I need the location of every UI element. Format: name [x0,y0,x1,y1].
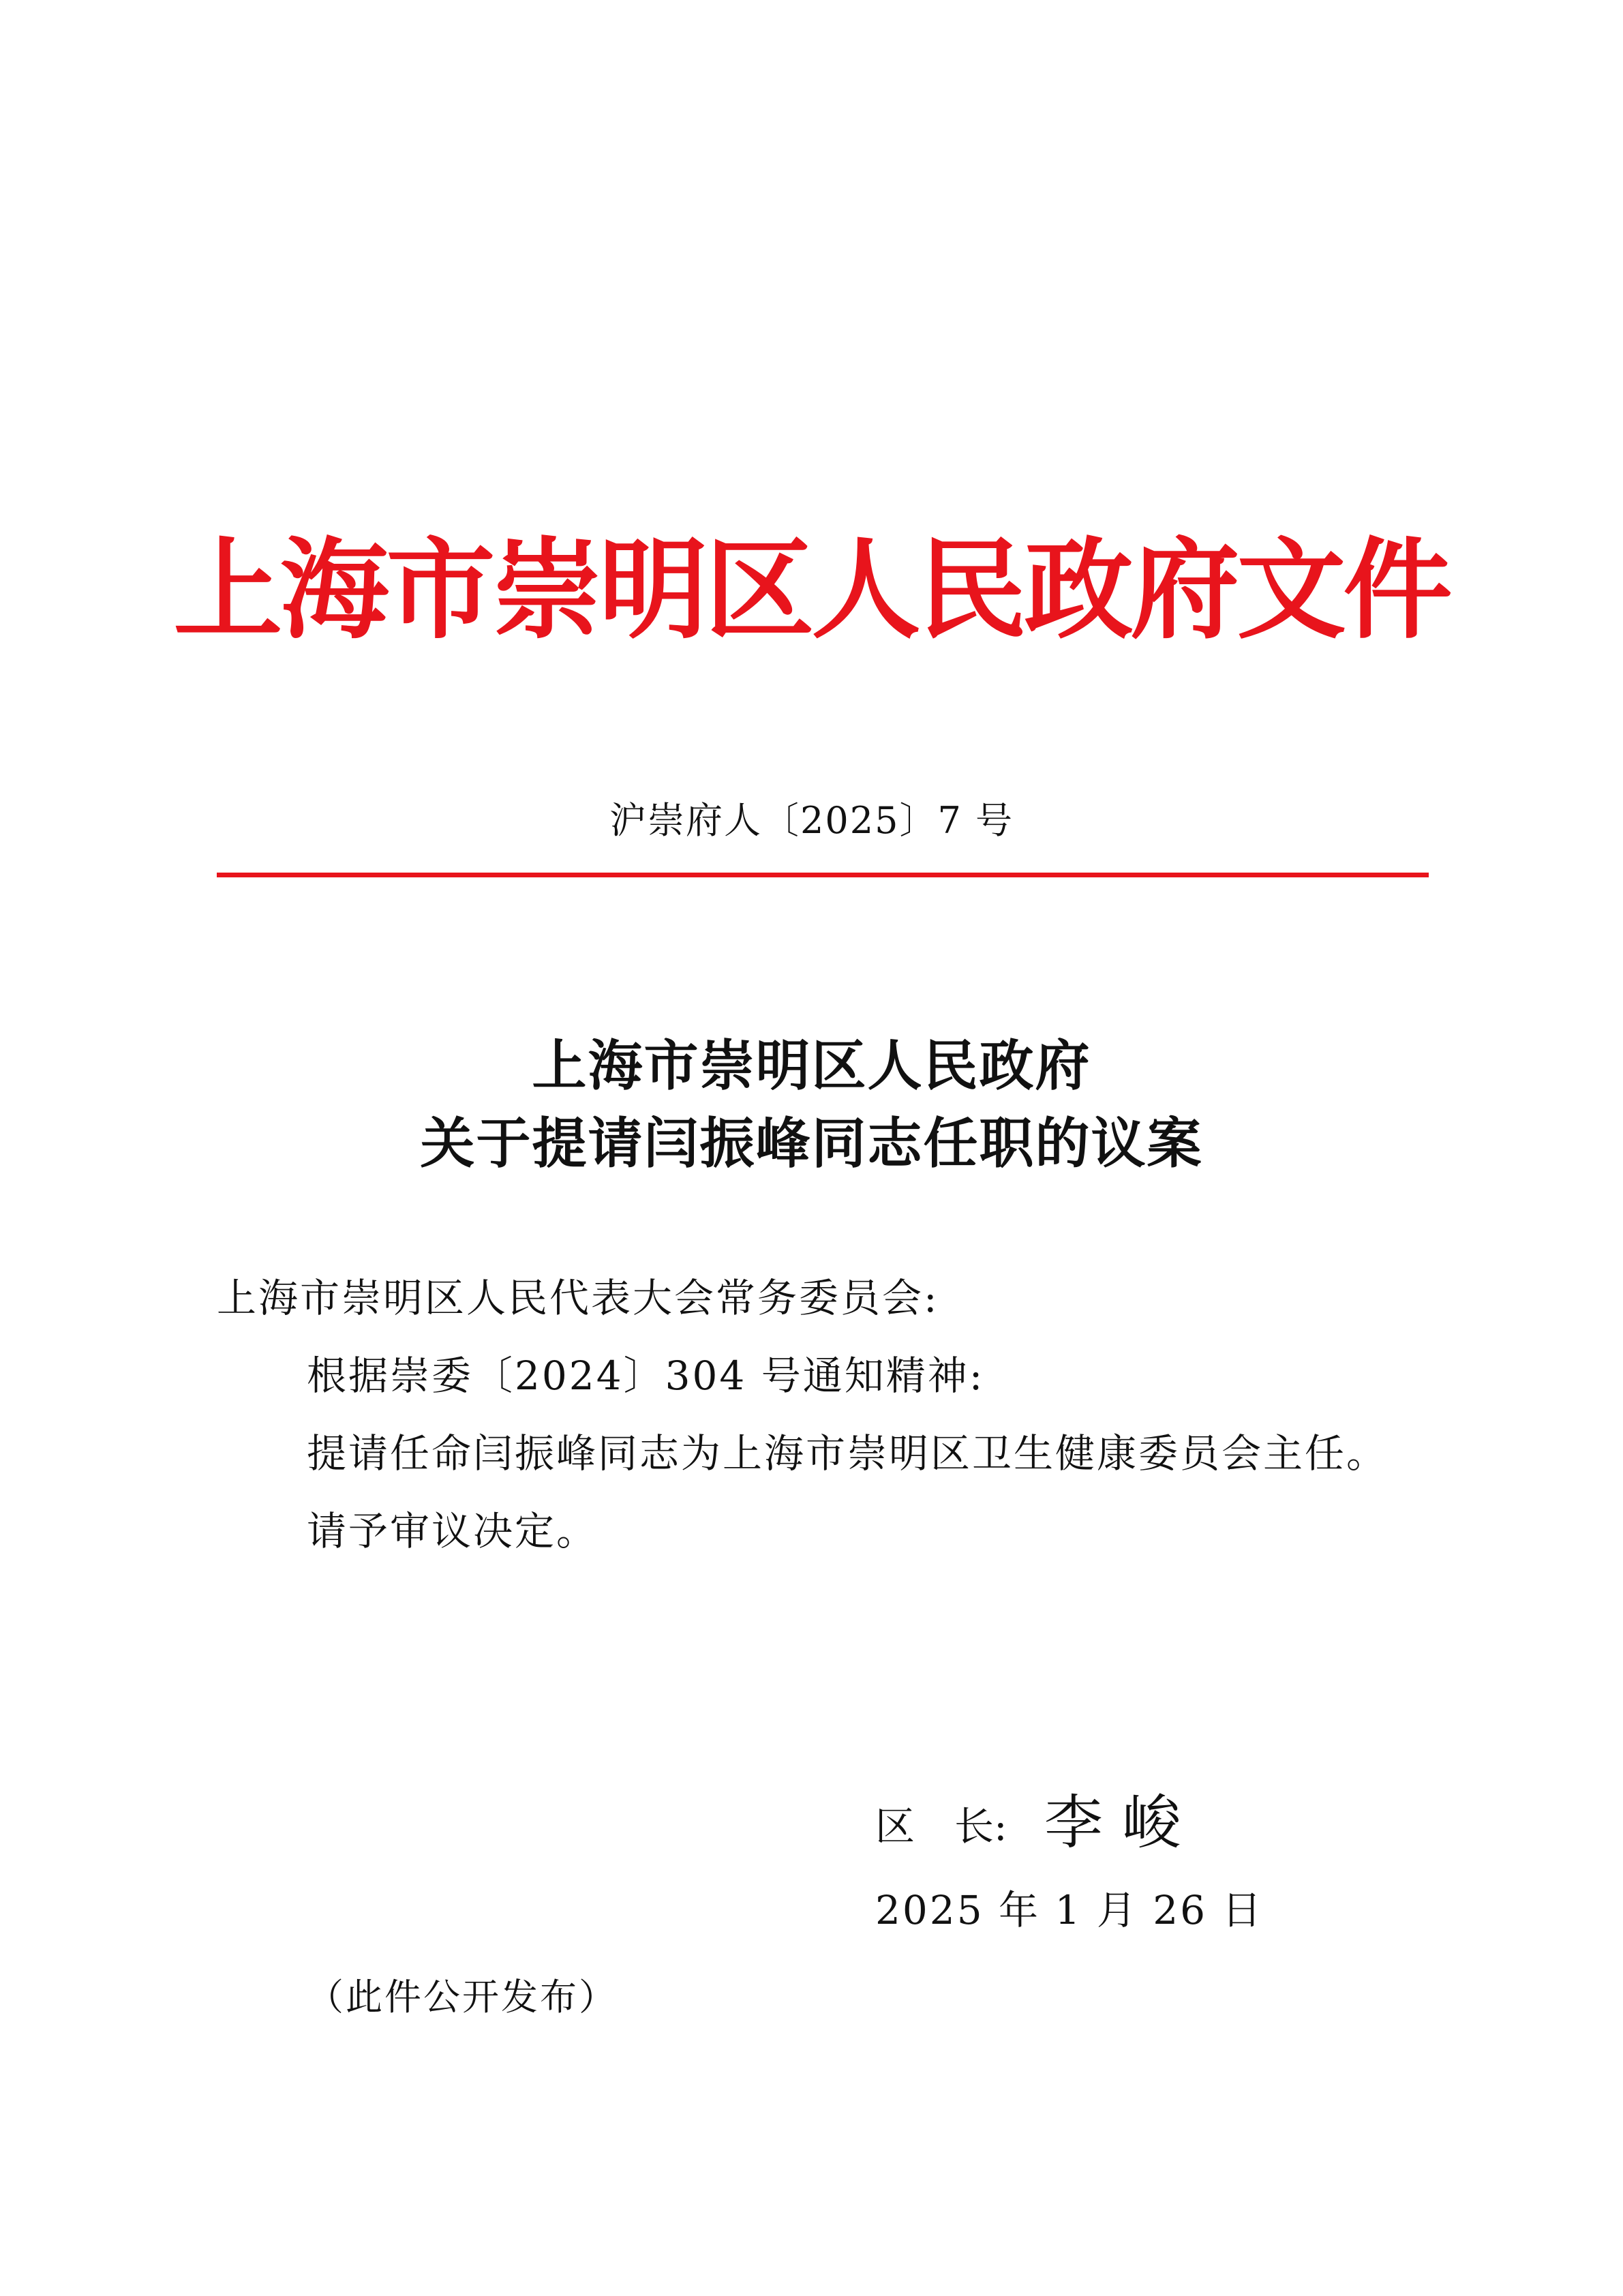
document-masthead: 上海市崇明区人民政府文件 [173,526,1450,654]
red-divider [217,873,1429,877]
body-paragraph: 提请任命闫振峰同志为上海市崇明区卫生健康委员会主任。 [307,1430,1389,1477]
disclosure-note: （此件公开发布） [307,1976,618,2019]
document-number: 沪崇府人〔2025〕7 号 [609,799,1014,842]
body-paragraph: 请予审议决定。 [307,1508,598,1554]
signatory-name: 李峻 [1044,1789,1200,1857]
salutation: 上海市崇明区人民代表大会常务委员会: [217,1275,939,1321]
signatory-title: 区 长: [875,1803,1007,1849]
signature-date: 2025 年 1 月 26 日 [875,1887,1264,1933]
body-paragraph: 根据崇委〔2024〕304 号通知精神: [307,1353,985,1399]
document-title-line-2: 关于提请闫振峰同志任职的议案 [420,1111,1203,1175]
document-title-line-1: 上海市崇明区人民政府 [532,1033,1091,1098]
